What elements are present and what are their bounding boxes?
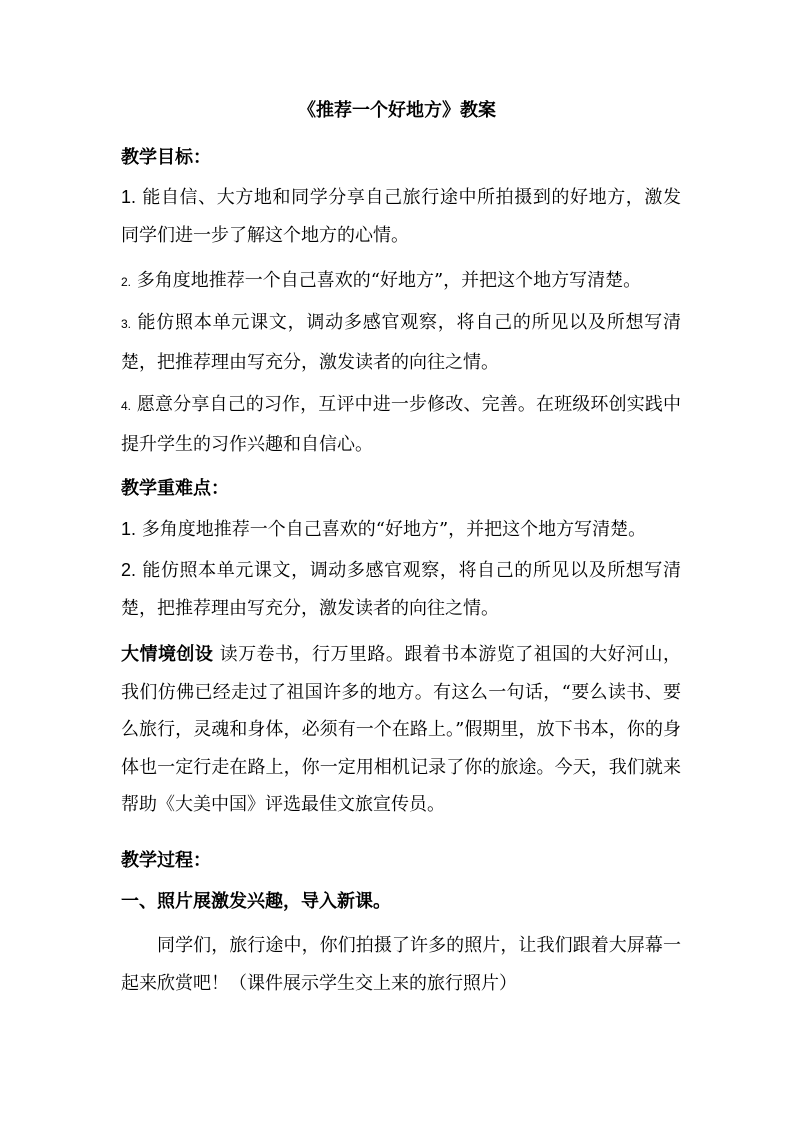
goal-number: 2.: [121, 275, 132, 289]
goal-item-3: [121, 304, 681, 381]
goal-text: 多角度地推荐一个自己喜欢的“好地方”，并把这个地方写清楚。: [136, 270, 642, 291]
document-title: 《推荐一个好地方》教案: [298, 100, 496, 121]
difficulty-text: 能仿照本单元课文，调动多感官观察，将自己的所见以及所想写清楚，把推荐理由写充分，激发读者的向往之情。: [121, 560, 681, 619]
difficulty-number: 2.: [121, 560, 137, 580]
context-text: 读万卷书，行万里路。跟着书本游览了祖国的大好河山，我们仿佛已经走过了祖国许多的地方。有这么一句话，“要么读书、要么旅行，灵魂和身体，必须有一个在路上。”假期里，放下书本，你的身体也一定行走在路上，你一定用相机记录了你的旅途。今天，我们就来帮助《大美中国》评选最佳文旅宣传员。: [121, 644, 682, 815]
context-paragraph: [121, 636, 681, 824]
section-1-text: 同学们，旅行途中，你们拍摄了许多的照片，让我们跟着大屏幕一起来欣赏吧！（课件展示学生交上来的旅行照片）: [121, 935, 681, 994]
goal-text: 能仿照本单元课文，调动多感官观察，将自己的所见以及所想写清楚，把推荐理由写充分，激发读者的向往之情。: [121, 312, 681, 373]
goal-number: 1.: [121, 187, 137, 207]
goal-text: 愿意分享自己的习作，互评中进一步修改、完善。在班级环创实践中提升学生的习作兴趣和自信心。: [121, 394, 681, 455]
difficulty-text: 多角度地推荐一个自己喜欢的“好地方”，并把这个地方写清楚。: [141, 519, 647, 540]
goal-item-1: [121, 179, 681, 254]
goal-number: 3.: [121, 317, 132, 331]
goal-item-2: [121, 262, 681, 302]
goal-item-4: [121, 386, 681, 463]
process-heading: 教学过程：: [121, 850, 211, 871]
goals-heading: 教学目标：: [121, 147, 211, 168]
difficulty-number: 1.: [121, 519, 137, 539]
goal-number: 4.: [121, 399, 132, 413]
goal-text: 能自信、大方地和同学分享自己旅行途中所拍摄到的好地方，激发同学们进一步了解这个地方的心情。: [121, 187, 681, 246]
context-lead: 大情境创设: [121, 644, 214, 665]
difficulties-heading: 教学重难点：: [121, 478, 229, 499]
difficulty-item-1: [121, 511, 681, 549]
section-1-heading: 一、照片展激发兴趣，导入新课。: [121, 891, 391, 912]
difficulty-item-2: [121, 552, 681, 627]
